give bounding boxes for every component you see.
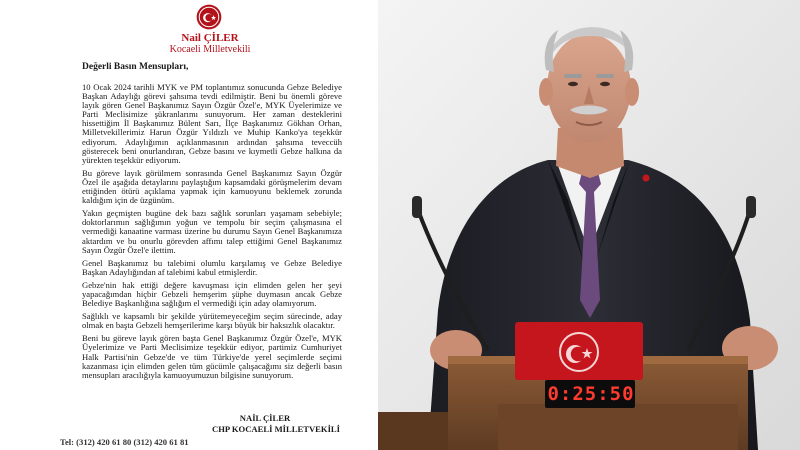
telephone-line: Tel: (312) 420 61 80 (312) 420 61 81 [60, 437, 189, 447]
letter-body [82, 83, 342, 384]
paragraph: Gebze'nin hak ettiği değere kavuşması için elimden gelen her şeyi yapacağımdan hiçbir Gebzeli hemşerim şüphe duymasın ancak Gebze Belediye Başkanlığına sağlığım el vermediği için aday olamıyorum. [82, 279, 342, 309]
press-letter [0, 0, 378, 450]
paragraph: Bu göreve layık görülmem sonrasında Genel Başkanımız Sayın Özgür Özel ile aşağıda detaylarını paylaştığım kapsamdaki görüşmelerim devam ettiğinden ötürü açıklama yapmak için kamuoyunu beklemek zorunda kaldığım için de üzgünüm. [82, 167, 342, 206]
signature-title: CHP KOCAELİ MİLLETVEKİLİ [212, 424, 340, 434]
podium-emblem-panel [515, 322, 643, 380]
paragraph: 10 Ocak 2024 tarihli MYK ve PM toplantımız sonucunda Gebze Belediye Başkan Adaylığı görevi şahsıma tevdi edilmiştir. Beni bu önemli göreve layık gören Genel Başkanımız Sayın Özgür Özel'e, MYK Üyelerimize ve Parti Meclisimize şükranlarımı sunuyorum. Her zaman desteklerini hissettiğim İl Başkanımız Bülent Sarı, İlçe Başkanımız Gökhan Orhan, Milletvekillerimiz Harun Özgür Yıldızlı ve Muhip Kanko'ya teşekkür ediyorum. Adaylığımın açıklanmasının ardından şahsıma teveccüh gösterecek beni onurlandıran, Gebze basını ve kıymetli Gebze halkına da yürekten teşekkür ediyorum. [82, 82, 342, 165]
podium-clock: 0:25:50 [547, 383, 635, 405]
paragraph: Beni bu göreve layık gören başta Genel Başkanımız Özgür Özel'e, MYK Üyelerimize ve Parti Meclisimize teşekkür ediyor, partimiz Cumhuriyet Halk Partisi'nin Gebze'de ve tüm Türkiye'de yerel seçimlerde seçimi kazanması için elimden gelen tüm gücümle çalışacağımı siz değerli basın mensupları aracılığıyla kamuoyumuzun bilgisine sunuyorum. [82, 333, 342, 380]
paragraph: Yakın geçmişten bugüne dek bazı sağlık sorunları yaşamam sebebiyle; doktorlarımın sağlığımın yoğun ve tempolu bir seçim çalışmasına el vermediği kanaatine varması üzerine bu durumu Sayın Genel Başkanımıza aktardım ve bu onurlu görevden affımı talep ettiğimi Genel Başkanımız Sayın Özgür Özel'e ilettim. [82, 208, 342, 255]
signature-name: NAİL ÇİLER [239, 413, 291, 423]
sender-name: Nail ÇİLER [181, 32, 239, 44]
sender-title: Kocaeli Milletvekili [169, 44, 251, 55]
salutation: Değerli Basın Mensupları, [82, 62, 189, 72]
speaker-photo [378, 0, 800, 450]
paragraph: Sağlıklı ve kapsamlı bir şekilde yürütemeyeceğim seçim sürecinde, aday olmak en başta Gebzeli hemşerilerime karşı büyük bir haksızlık olacaktır. [82, 311, 342, 331]
tbmm-emblem-icon [196, 4, 222, 30]
paragraph: Genel Başkanımız bu talebimi olumlu karşılamış ve Gebze Belediye Başkan Adaylığından af talebimi kabul etmişlerdir. [82, 257, 342, 277]
